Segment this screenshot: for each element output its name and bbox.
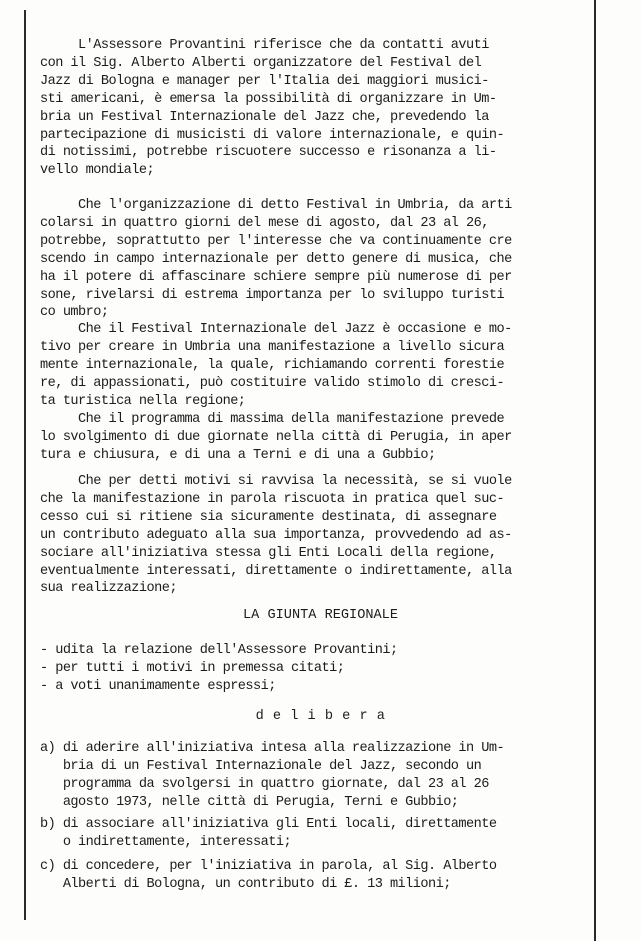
left-margin-rule (24, 10, 26, 920)
paragraph-program-outline: Che il programma di massima della manifestazione prevede lo svolgimento di due giornate nella città di Perugia, in aper tura e chiusura, e di una a Terni e di una a Gubbio; (40, 412, 512, 463)
paragraph-contribution-reasons: Che per detti motivi si ravvisa la necessità, se si vuole che la manifestazione in parola riscuota in pratica quel suc- cesso cui si ritiene sia sicuramente destinata, di assegnare un contributo adeguato alla sua importanza, provvedendo ad as- sociare all'iniziativa stessa gli Enti Locali della regione, eventualmente interessati, direttamente o indirettamente, alla sua realizzazione; (40, 474, 512, 597)
paragraph-festival-organization: Che l'organizzazione di detto Festival in Umbria, da arti colarsi in quattro giorni del mese di agosto, dal 23 al 26, potrebbe, soprattutto per l'interesse che va continuamente cre scendo in campo internazionale per detto genere di musica, che ha il potere di affascinare schiere sempre più numerose di per sone, rivelarsi di estrema importanza per lo sviluppo turisti co umbro; (40, 198, 512, 321)
considerations-list: - udita la relazione dell'Assessore Provantini; - per tutti i motivi in premessa citati; - a voti unanimamente espressi; (40, 643, 398, 694)
paragraph-assessore-report: L'Assessore Provantini riferisce che da contatti avuti con il Sig. Alberto Alberti organizzatore del Festival del Jazz di Bologna e manager per l'Italia dei maggiori musici- sti americani, è emersa la possibilità di organizzare in Um- bria un Festival Internazionale del Jazz che, prevedendo la partecipazione di musicisti di valore internazionale, e quin- di notissimi, potrebbe riscuotere successo e risonanza a li- vello mondiale; (40, 38, 505, 179)
right-margin-rule (594, 0, 596, 941)
resolution-item-a: a) di aderire all'iniziativa intesa alla realizzazione in Um- bria di un Festival Internazionale del Jazz, secondo un programma da svolgersi in quattro giornate, dal 23 al 26 agosto 1973, nelle città di Perugia, Terni e Gubbio; (40, 741, 505, 810)
resolution-item-b: b) di associare all'iniziativa gli Enti locali, direttamente o indirettamente, interessati; (40, 817, 497, 850)
delibera-heading: d e l i b e r a (255, 709, 386, 724)
paragraph-international-event: Che il Festival Internazionale del Jazz è occasione e mo- tivo per creare in Umbria una manifestazione a livello sicura mente internazionale, la quale, richiamando correnti forestie re, di appassionati, può costituire valido stimolo di cresci- ta turistica nella regione; (40, 322, 512, 409)
resolution-item-c: c) di concedere, per l'iniziativa in parola, al Sig. Alberto Alberti di Bologna, un contributo di £. 13 milioni; (40, 859, 497, 892)
section-heading-giunta: LA GIUNTA REGIONALE (243, 608, 398, 623)
